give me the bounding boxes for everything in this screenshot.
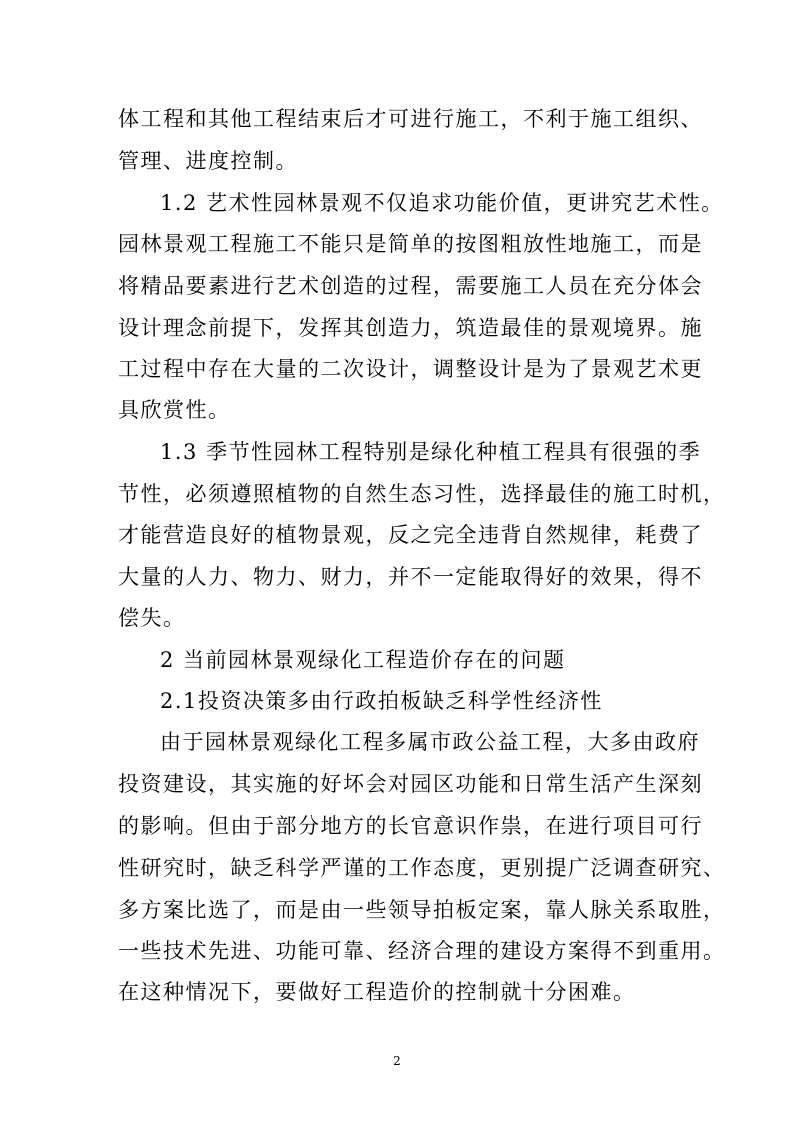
text-line: 的影响。但由于部分地方的长官意识作祟，在进行项目可行 <box>118 814 703 838</box>
text-line: 大量的人力、物力、财力，并不一定能取得好的效果，得不 <box>118 565 703 589</box>
text-line: 设计理念前提下，发挥其创造力，筑造最佳的景观境界。施 <box>118 316 703 340</box>
text-line: 一些技术先进、功能可靠、经济合理的建设方案得不到重用。 <box>118 939 726 963</box>
text-line: 工过程中存在大量的二次设计，调整设计是为了景观艺术更 <box>118 357 703 381</box>
text-line: 将精品要素进行艺术创造的过程，需要施工人员在充分体会 <box>118 274 703 298</box>
text-line: 投资建设，其实施的好坏会对园区功能和日常生活产生深刻 <box>118 772 703 796</box>
section-heading-2-1: 2.1投资决策多由行政拍板缺乏科学性经济性 <box>160 689 603 713</box>
text-line: 才能营造良好的植物景观，反之完全违背自然规律，耗费了 <box>118 523 703 547</box>
page-number: 2 <box>393 1054 401 1068</box>
text-line: 节性，必须遵照植物的自然生态习性，选择最佳的施工时机， <box>118 482 726 506</box>
text-line: 在这种情况下，要做好工程造价的控制就十分困难。 <box>118 980 636 1004</box>
section-heading-2: 2 当前园林景观绿化工程造价存在的问题 <box>160 648 566 672</box>
text-line: 管理、进度控制。 <box>118 149 298 173</box>
text-line: 偿失。 <box>118 606 186 630</box>
text-line: 多方案比选了，而是由一些领导拍板定案，靠人脉关系取胜， <box>118 898 726 922</box>
text-line: 性研究时，缺乏科学严谨的工作态度，更别提广泛调查研究、 <box>118 856 726 880</box>
text-line: 体工程和其他工程结束后才可进行施工，不利于施工组织、 <box>118 107 703 131</box>
paragraph-start: 由于园林景观绿化工程多属市政公益工程，大多由政府 <box>160 730 700 754</box>
section-paragraph-1-3: 1.3 季节性园林工程特别是绿化种植工程具有很强的季 <box>160 440 702 464</box>
text-line: 园林景观工程施工不能只是简单的按图粗放性地施工，而是 <box>118 232 703 256</box>
section-paragraph-1-2: 1.2 艺术性园林景观不仅追求功能价值，更讲究艺术性。 <box>160 191 724 215</box>
text-line: 具欣赏性。 <box>118 398 231 422</box>
